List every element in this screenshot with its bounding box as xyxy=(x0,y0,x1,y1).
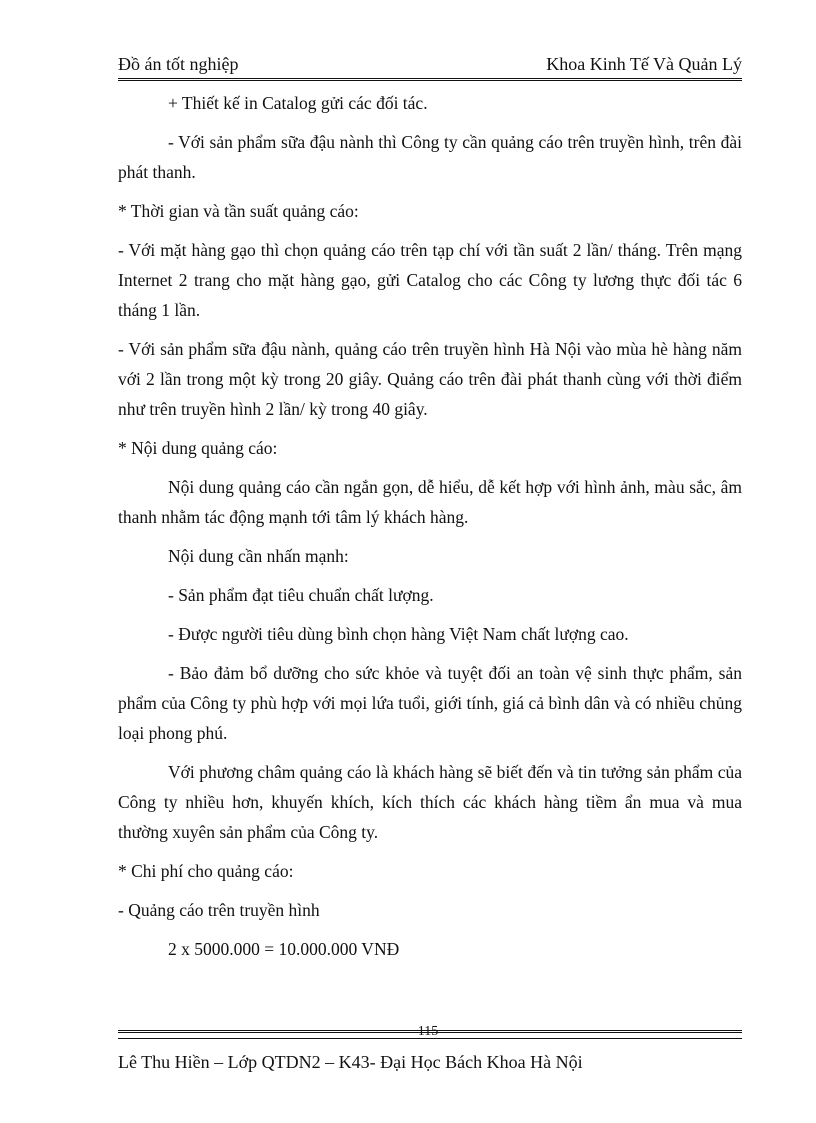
paragraph: Nội dung cần nhấn mạnh: xyxy=(168,546,349,566)
document-body xyxy=(118,88,742,973)
paragraph: - Quảng cáo trên truyền hình xyxy=(118,900,320,920)
paragraph: * Chi phí cho quảng cáo: xyxy=(118,861,294,881)
paragraph: - Được người tiêu dùng bình chọn hàng Việt Nam chất lượng cao. xyxy=(168,624,629,644)
paragraph: - Sản phẩm đạt tiêu chuẩn chất lượng. xyxy=(168,585,434,605)
header-rule xyxy=(118,78,742,81)
footer-thin-rule xyxy=(118,1038,742,1039)
paragraph: - Với sản phẩm sữa đậu nành, quảng cáo trên truyền hình Hà Nội vào mùa hè hàng năm với 2 lần trong một kỳ trong 20 giây. Quảng cáo trên đài phát thanh cùng với thời điểm như trên truyền hình 2 lần/ kỳ trong 40 giây. xyxy=(118,339,742,419)
paragraph: 2 x 5000.000 = 10.000.000 VNĐ xyxy=(168,939,400,959)
paragraph: * Thời gian và tần suất quảng cáo: xyxy=(118,201,359,221)
paragraph: - Bảo đảm bổ dưỡng cho sức khỏe và tuyệt đối an toàn vệ sinh thực phẩm, sản phẩm của Công ty phù hợp với mọi lứa tuổi, giới tính, giá cả bình dân và có nhiều chủng loại phong phú. xyxy=(118,663,742,743)
header-left-title: Đồ án tốt nghiệp xyxy=(118,54,239,74)
paragraph: - Với sản phẩm sữa đậu nành thì Công ty cần quảng cáo trên truyền hình, trên đài phát thanh. xyxy=(118,132,742,182)
page-header xyxy=(118,50,742,78)
paragraph: - Với mặt hàng gạo thì chọn quảng cáo trên tạp chí với tần suất 2 lần/ tháng. Trên mạng Internet 2 trang cho mặt hàng gạo, gửi Catalog cho các Công ty lương thực đối tác 6 tháng 1 lần. xyxy=(118,240,742,320)
paragraph: + Thiết kế in Catalog gửi các đối tác. xyxy=(168,93,428,113)
header-right-title: Khoa Kinh Tế Và Quản Lý xyxy=(546,54,742,74)
paragraph: * Nội dung quảng cáo: xyxy=(118,438,278,458)
page-footer: Lê Thu Hiền – Lớp QTDN2 – K43- Đại Học Bách Khoa Hà Nội xyxy=(118,1052,583,1072)
paragraph: Nội dung quảng cáo cần ngắn gọn, dễ hiểu, dễ kết hợp với hình ảnh, màu sắc, âm thanh nhằm tác động mạnh tới tâm lý khách hàng. xyxy=(118,477,742,527)
paragraph: Với phương châm quảng cáo là khách hàng sẽ biết đến và tin tưởng sản phẩm của Công ty nhiều hơn, khuyến khích, kích thích các khách hàng tiềm ẩn mua và mua thường xuyên sản phẩm của Công ty. xyxy=(118,762,742,842)
page-number: 115 xyxy=(417,1024,439,1039)
